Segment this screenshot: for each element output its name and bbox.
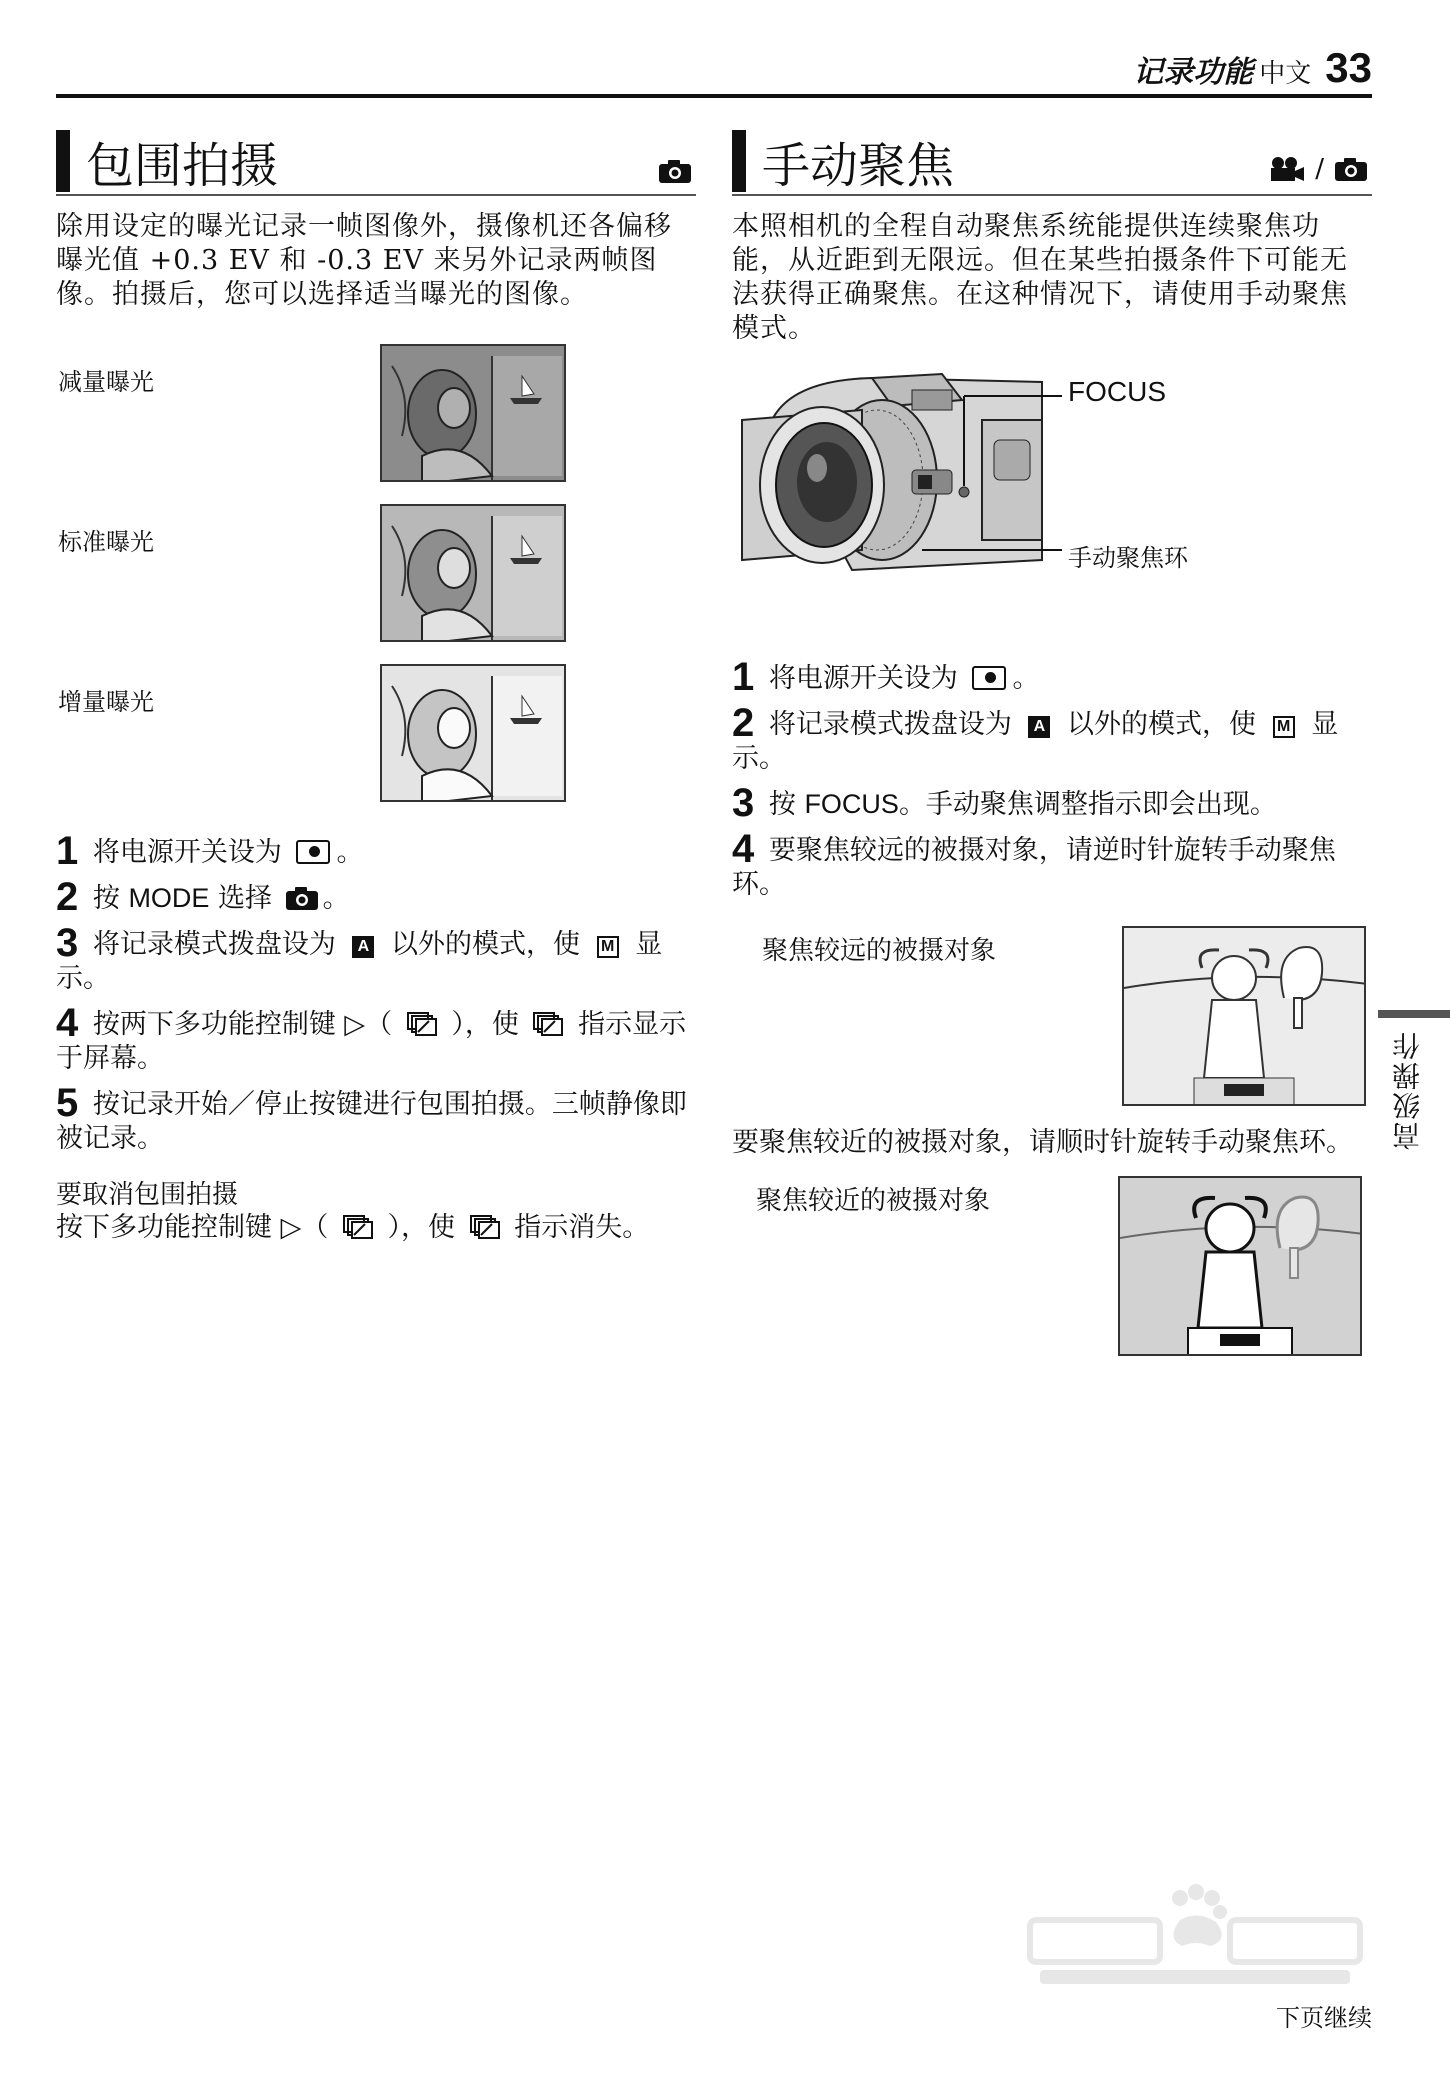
near-focus-caption: 聚焦较近的被摄对象 bbox=[756, 1186, 991, 1216]
section-title: 手动聚焦 bbox=[762, 137, 955, 194]
step-2: 2 将记录模式拨盘设为 A 以外的模式，使 M 显示。 bbox=[732, 701, 1339, 774]
far-focus-image bbox=[1122, 926, 1366, 1106]
exposure-image-standard bbox=[380, 504, 566, 642]
exposure-image-under bbox=[380, 344, 566, 482]
step-3: 3 将记录模式拨盘设为 A 以外的模式，使 M 显示。 bbox=[56, 921, 663, 994]
camera-icon bbox=[658, 158, 692, 184]
heading-bar bbox=[732, 130, 746, 192]
exposure-row-standard bbox=[56, 504, 696, 664]
power-record-icon bbox=[972, 666, 1006, 690]
focus-button-label: FOCUS bbox=[1068, 376, 1166, 407]
side-tab-label: 高级操作 bbox=[1391, 1030, 1424, 1150]
icon-separator: / bbox=[1315, 154, 1324, 184]
exposure-label: 减量曝光 bbox=[58, 368, 154, 396]
mode-icons bbox=[1269, 154, 1368, 184]
movie-camera-icon bbox=[1269, 156, 1305, 182]
exposure-label: 增量曝光 bbox=[58, 688, 154, 716]
step-3: 3 按 FOCUS。手动聚焦调整指示即会出现。 bbox=[732, 781, 1277, 825]
near-focus-figure bbox=[732, 1176, 1372, 1366]
far-focus-caption: 聚焦较远的被摄对象 bbox=[762, 936, 997, 966]
heading-bar bbox=[56, 130, 70, 192]
manual-focus-section bbox=[732, 128, 1372, 1366]
manual-mode-badge: M bbox=[597, 936, 619, 958]
cancel-paragraph: 按下多功能控制键 ▷（ ），使 指示消失。 bbox=[56, 1212, 650, 1243]
step-list bbox=[56, 829, 696, 1156]
exposure-row-under bbox=[56, 344, 696, 504]
focus-button-label: FOCUS bbox=[804, 789, 899, 819]
mode-button-label: MODE bbox=[128, 883, 210, 913]
exposure-image-over bbox=[380, 664, 566, 802]
exposure-figures bbox=[56, 344, 696, 824]
intro-paragraph: 除用设定的曝光记录一帧图像外，摄像机还各偏移曝光值 +0.3 EV 和 -0.3 EV 来另外记录两帧图像。拍摄后，您可以选择适当曝光的图像。 bbox=[56, 211, 672, 310]
cancel-heading: 要取消包围拍摄 bbox=[56, 1180, 239, 1210]
chapter-side-tab bbox=[1378, 1010, 1450, 1170]
step-5: 5 按记录开始／停止按键进行包围拍摄。三帧静像即被记录。 bbox=[56, 1081, 687, 1154]
bracket-shooting-icon bbox=[533, 1012, 563, 1036]
bracket-shooting-icon bbox=[407, 1012, 437, 1036]
step-4: 4 要聚焦较远的被摄对象，请逆时针旋转手动聚焦环。 bbox=[732, 827, 1336, 900]
bracket-shooting-section bbox=[56, 128, 696, 1245]
continued-note: 下页继续 bbox=[1276, 2004, 1372, 2032]
header-language: 中文 bbox=[1259, 59, 1312, 89]
step-1: 1 将电源开关设为 。 bbox=[732, 655, 1040, 699]
step-4: 4 按两下多功能控制键 ▷（ ），使 指示显示于屏幕。 bbox=[56, 1001, 687, 1074]
section-heading bbox=[56, 128, 696, 196]
auto-mode-badge: A bbox=[1028, 716, 1050, 738]
header-section: 记录功能 bbox=[1133, 55, 1254, 90]
bracket-shooting-icon bbox=[470, 1215, 500, 1239]
step-1: 1 将电源开关设为 。 bbox=[56, 829, 364, 873]
step-list bbox=[732, 655, 1372, 902]
bracket-shooting-icon bbox=[343, 1215, 373, 1239]
header-rule bbox=[56, 94, 1372, 98]
section-title: 包围拍摄 bbox=[86, 137, 279, 194]
camera-diagram bbox=[732, 360, 1372, 650]
intro-paragraph: 本照相机的全程自动聚焦系统能提供连续聚焦功能，从近距到无限远。但在某些拍摄条件下可能无法获得正确聚焦。在这种情况下，请使用手动聚焦模式。 bbox=[732, 211, 1348, 344]
power-record-icon bbox=[296, 840, 330, 864]
section-heading bbox=[732, 128, 1372, 196]
page-header bbox=[56, 44, 1372, 98]
header-info bbox=[1133, 44, 1372, 92]
manual-mode-badge: M bbox=[1273, 716, 1295, 738]
side-tab-bar bbox=[1378, 1010, 1450, 1018]
exposure-label: 标准曝光 bbox=[58, 528, 154, 556]
near-focus-image bbox=[1118, 1176, 1362, 1356]
exposure-row-over bbox=[56, 664, 696, 824]
mode-icons bbox=[658, 158, 692, 184]
baidu-watermark-logo bbox=[1020, 1880, 1370, 1990]
auto-mode-badge: A bbox=[352, 936, 374, 958]
focus-ring-label: 手动聚焦环 bbox=[1068, 544, 1188, 572]
step-2: 2 按 MODE 选择 。 bbox=[56, 875, 350, 919]
camcorder-illustration bbox=[732, 360, 1072, 650]
near-focus-paragraph: 要聚焦较近的被摄对象，请顺时针旋转手动聚焦环。 bbox=[732, 1127, 1353, 1158]
page-number: 33 bbox=[1325, 44, 1372, 91]
camera-icon bbox=[285, 885, 319, 911]
camera-icon bbox=[1334, 156, 1368, 182]
far-focus-figure bbox=[732, 926, 1372, 1116]
